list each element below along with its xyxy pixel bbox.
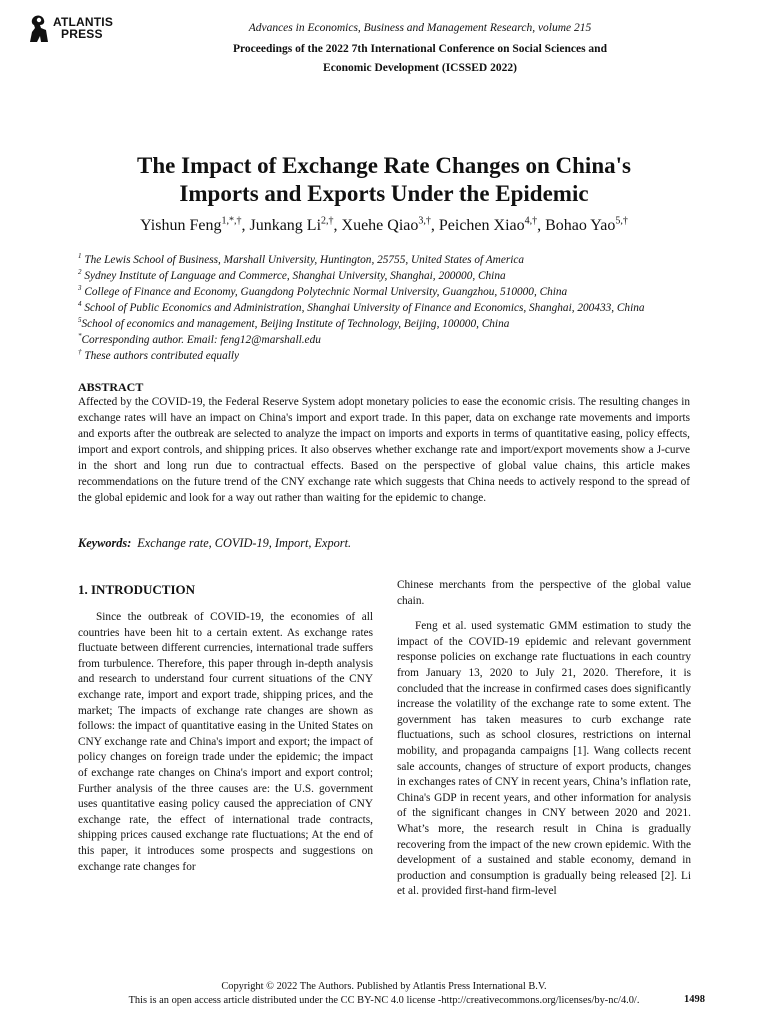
affiliation: $^3$ College of Finance and Economy, Guangdong Polytechnic Normal University, Guangzhou, 510000, China (78, 284, 568, 298)
title-line-1: The Impact of Exchange Rate Changes on China's (137, 153, 631, 178)
atlantis-figure-icon (28, 14, 50, 44)
publisher-logo (28, 12, 138, 52)
paragraph-continued: Chinese merchants from the perspective of the global value chain. (397, 579, 691, 607)
keywords (78, 536, 351, 551)
author: Peichen Xiao$^{4,\dagger}$ (438, 215, 538, 234)
author: Yishun Feng$^{1,*,\dagger}$ (140, 215, 242, 234)
paragraph: Since the outbreak of COVID-19, the economies of all countries have been hit to a certain extent. As exchange rates fluctuate between different currencies, international trade suffers from turbulence. Therefore, this paper through in-depth analysis and research to understand four current situations of the CNY exchange rate, import and export trade, shipping prices, and the market; The impacts of exchange rate changes are shown as follows: the impact of quantitative easing in the United States on CNY exchange rate and China's import and export; the impact of policy changes on foreign trade under the epidemic; the impact of exchange rate changes on China's import and export control; Further analysis of the three causes are: the U.S. government uses quantitative easing policy caused the appreciation of CNY exchange rate, the effect of international trade contracts, shipping prices caused exchange rate fluctuations; At the end of this paper, it introduces some prospects and suggestions on exchange rate changes for (78, 611, 373, 873)
author: Bohao Yao$^{5,\dagger}$ (545, 215, 628, 234)
copyright-notice: Copyright © 2022 The Authors. Published by Atlantis Press International B.V. (221, 981, 547, 992)
affiliation: $^4$ School of Public Economics and Administration, Shanghai University of Finance and Economics, Shanghai, 200433, China (78, 300, 645, 314)
page-number: 1498 (684, 994, 705, 1005)
proceedings-line-2: Economic Development (ICSSED 2022) (323, 62, 517, 74)
affiliation: $^1$ The Lewis School of Business, Marshall University, Huntington, 25755, United States of America (78, 252, 525, 266)
keywords-label: Keywords: (78, 536, 132, 550)
author-list: Yishun Feng$^{1,*,\dagger}$, Junkang $Li^{2,\dagger}$, Xuehe Qiao$^{3,\dagger}$, Peichen Xiao$^{4,\dagger}$, Bohao Yao$^{5,\dagger}$ (140, 215, 628, 234)
journal-series: Advances in Economics, Business and Management Research, volume 215 (248, 22, 592, 34)
logo-line-1: ATLANTIS (53, 15, 114, 29)
logo-line-2: PRESS (61, 27, 103, 41)
affiliation-corresponding: *Corresponding author. Email: feng12@marshall.edu (78, 332, 321, 346)
proceedings-line-1: Proceedings of the 2022 7th International Conference on Social Sciences and (233, 43, 607, 55)
left-column (78, 610, 373, 875)
section-heading: 1. INTRODUCTION (78, 582, 196, 597)
license-notice: This is an open access article distributed under the CC BY-NC 4.0 license -http://creativecommons.org/licenses/by-nc/4.0/. (128, 995, 640, 1006)
author: Junkang $Li^{2,\dagger}$ (249, 215, 334, 234)
affiliations (78, 252, 698, 364)
abstract-text: Affected by the COVID-19, the Federal Reserve System adopt monetary policies to ease the economic crisis. The resulting changes in exchange rates will have an impact on China's import and export trade. In this paper, data on exchange rate movements and imports and exports after the outbreak are selected to analyze the impact on imports and exports in terms of quantitative easing, policy effects, import and export controls, and shipping prices. It also observes whether exchange rate and import/export movements show a J-curve in the short and long run due to contractual effects. Based on the perspective of global value chains, this article makes recommendations on the future trend of the CNY exchange rate which suggests that China needs to actively respond to the spread of the global epidemic and look for a way out rather than waiting for the epidemic to change. (78, 396, 690, 504)
proceedings-title (140, 40, 700, 78)
title-line-2: Imports and Exports Under the Epidemic (179, 181, 589, 206)
affiliation: $^2$ Sydney Institute of Language and Commerce, Shanghai University, Shanghai, 200000, China (78, 268, 506, 282)
author: Xuehe Qiao$^{3,\dagger}$ (341, 215, 431, 234)
right-column (397, 578, 691, 900)
paragraph: Feng et al. used systematic GMM estimation to study the impact of the COVID-19 epidemic and relevant government response policies on exchange rate fluctuations in each country from January 13, 2020 to July 21, 2020. Therefore, it is concluded that the increase in confirmed cases does significantly increase the volatility of the exchange rate to some extent. The government has taken measures to curb exchange rate fluctuations, such as school closures, restrictions on internal mobility, and propaganda campaigns [1]. Wang collects recent sale accounts, changes of structure of export products, changes in exchanges rates of CNY in recent years, China’s inflation rate, China's GDP in recent years, and other information for analysis of the significant changes in CNY between 2020 and 2021. What’s more, the research result in China is gradually recovering from the impact of the new crown epidemic. With the development of a sustained and stable economy, demand in production and consumption is gradually being released [2]. Li et al. provided first-hand firm-level (397, 620, 691, 898)
affiliation-equal-contribution: † These authors contributed equally (78, 348, 240, 362)
keywords-list: Exchange rate, COVID-19, Import, Export. (137, 536, 352, 550)
abstract-heading: ABSTRACT (78, 380, 144, 394)
affiliation: $^5$School of economics and management, Beijing Institute of Technology, Beijing, 100000, China (78, 316, 510, 330)
paper-title (60, 152, 708, 208)
page-footer (60, 980, 708, 1008)
